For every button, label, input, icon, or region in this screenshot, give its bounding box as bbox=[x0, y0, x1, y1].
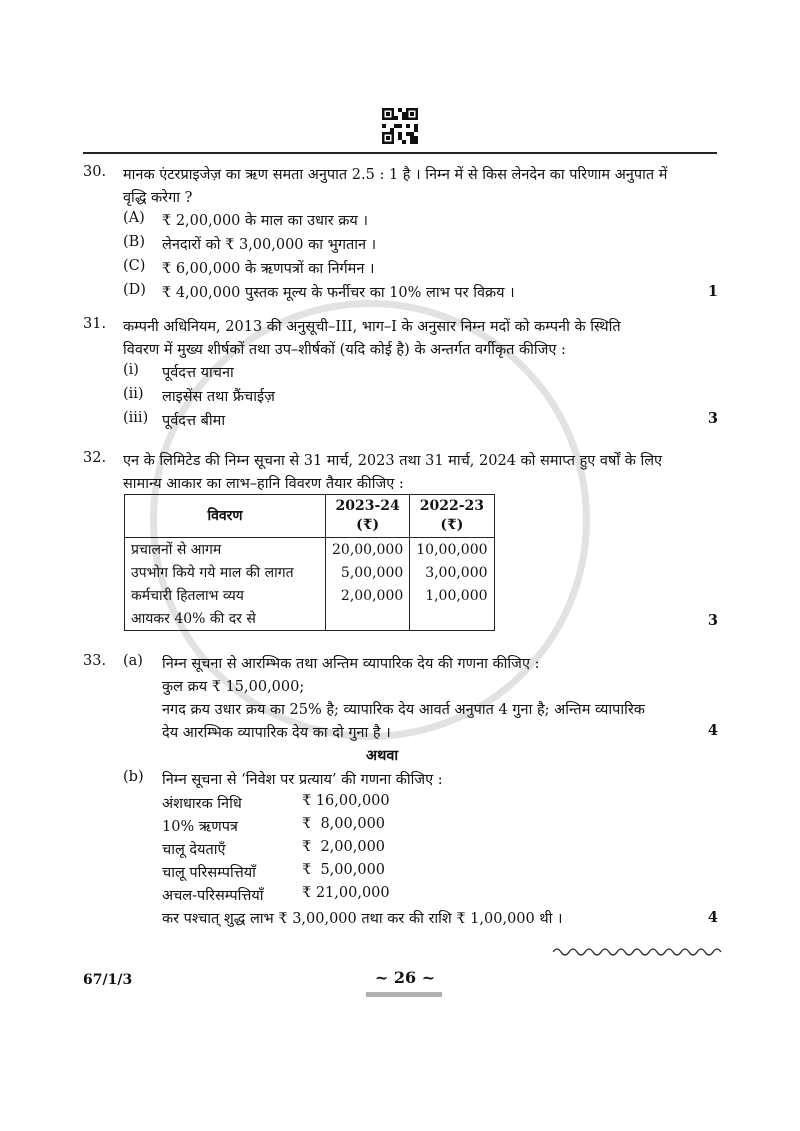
q31-number: 31. bbox=[83, 316, 107, 332]
q33-b-marks: 4 bbox=[707, 909, 718, 926]
table-row bbox=[125, 607, 495, 631]
q30-line2: वृद्धि करेगा ? bbox=[123, 190, 193, 206]
table-header-year1-unit: (₹) bbox=[356, 517, 380, 533]
q33-b-item-label: अंशधारक निधि bbox=[162, 796, 242, 812]
q33-a-label: (a) bbox=[123, 653, 143, 669]
table-cell-label: प्रचालनों से आगम bbox=[125, 538, 326, 562]
table-row bbox=[125, 584, 495, 607]
table-cell-label: कर्मचारी हितलाभ व्यय bbox=[125, 584, 326, 607]
q33-b-item-value: ₹ 16,00,000 bbox=[302, 793, 390, 809]
q31-item-iii-label: (iii) bbox=[123, 410, 149, 426]
q31-line2: विवरण में मुख्य शीर्षकों तथा उप–शीर्षकों (यदि कोई है) के अन्तर्गत वर्गीकृत कीजिए : bbox=[123, 342, 566, 358]
table-header-particulars: विवरण bbox=[125, 495, 326, 538]
q33-b-item-label: 10% ऋणपत्र bbox=[162, 819, 238, 835]
q32-line1: एन के लिमिटेड की निम्न सूचना से 31 मार्च, 2023 तथा 31 मार्च, 2024 को समाप्त हुए वर्षों के लिए bbox=[123, 453, 663, 469]
q33-b-label: (b) bbox=[123, 769, 144, 785]
end-wavy-line bbox=[553, 945, 723, 959]
q32-table bbox=[124, 494, 495, 631]
q31-item-ii: लाइसेंस तथा फ्रैंचाईज़ bbox=[162, 389, 275, 405]
q33-b-line1: निम्न सूचना से ‘निवेश पर प्रत्याय’ की गणना कीजिए : bbox=[162, 772, 443, 788]
table-cell-y2: 3,00,000 bbox=[410, 561, 494, 584]
q31-item-i: पूर्वदत्त याचना bbox=[162, 365, 234, 381]
q33-b-item-value: ₹ 8,00,000 bbox=[302, 816, 386, 832]
q32-marks: 3 bbox=[707, 612, 718, 629]
q30-option-b: लेनदारों को ₹ 3,00,000 का भुगतान । bbox=[162, 237, 377, 253]
table-cell-y2 bbox=[410, 607, 494, 631]
q33-b-last-line: कर पश्चात् शुद्ध लाभ ₹ 3,00,000 तथा कर की राशि ₹ 1,00,000 थी । bbox=[162, 911, 563, 927]
q30-option-c-label: (C) bbox=[123, 258, 146, 274]
table-cell-label: उपभोग किये गये माल की लागत bbox=[125, 561, 326, 584]
q33-a-line4: देय आरम्भिक व्यापारिक देय का दो गुना है । bbox=[162, 725, 391, 741]
page-number-bar bbox=[366, 992, 442, 997]
q32-number: 32. bbox=[83, 450, 107, 466]
q33-b-item-label: अचल-परिसम्पत्तियाँ bbox=[162, 888, 264, 904]
q30-option-a: ₹ 2,00,000 के माल का उधार क्रय । bbox=[162, 213, 368, 229]
table-header-year2 bbox=[410, 495, 494, 538]
q30-option-c: ₹ 6,00,000 के ऋणपत्रों का निर्गमन । bbox=[162, 261, 375, 277]
table-cell-y1: 5,00,000 bbox=[326, 561, 410, 584]
q31-marks: 3 bbox=[707, 410, 718, 427]
q33-a-line2: कुल क्रय ₹ 15,00,000; bbox=[162, 679, 305, 695]
table-cell-y2: 10,00,000 bbox=[410, 538, 494, 562]
table-cell-label: आयकर 40% की दर से bbox=[125, 607, 326, 631]
paper-code: 67/1/3 bbox=[83, 972, 133, 988]
q30-number: 30. bbox=[83, 164, 107, 180]
table-row bbox=[125, 561, 495, 584]
q31-line1: कम्पनी अधिनियम, 2013 की अनुसूची–III, भाग–I के अनुसार निम्न मदों को कम्पनी के स्थिति bbox=[123, 319, 621, 335]
q33-a-line1: निम्न सूचना से आरम्भिक तथा अन्तिम व्यापारिक देय की गणना कीजिए : bbox=[162, 656, 540, 672]
q30-option-d-label: (D) bbox=[123, 282, 146, 298]
table-header-year1-label: 2023-24 bbox=[335, 498, 400, 514]
q30-option-a-label: (A) bbox=[123, 210, 145, 226]
table-row bbox=[125, 538, 495, 562]
q33-b-item-value: ₹ 21,00,000 bbox=[302, 885, 390, 901]
table-cell-y1: 2,00,000 bbox=[326, 584, 410, 607]
q31-item-iii: पूर्वदत्त बीमा bbox=[162, 413, 226, 429]
q30-option-b-label: (B) bbox=[123, 234, 145, 250]
q31-item-ii-label: (ii) bbox=[123, 386, 144, 402]
table-header-row bbox=[125, 495, 495, 538]
q33-b-item-label: चालू देयताएँ bbox=[162, 842, 226, 858]
q30-marks: 1 bbox=[707, 283, 718, 300]
q30-line1: मानक एंटरप्राइजेज़ का ऋण समता अनुपात 2.5 : 1 है । निम्न में से किस लेनदेन का परिणाम अनुपात में bbox=[123, 167, 668, 183]
q33-a-marks: 4 bbox=[707, 722, 718, 739]
q33-number: 33. bbox=[83, 653, 107, 669]
table-cell-y1 bbox=[326, 607, 410, 631]
header-rule bbox=[83, 152, 717, 154]
qr-code-icon bbox=[382, 108, 418, 144]
page-number: ~ 26 ~ bbox=[374, 968, 436, 987]
table-cell-y1: 20,00,000 bbox=[326, 538, 410, 562]
table-cell-y2: 1,00,000 bbox=[410, 584, 494, 607]
q31-item-i-label: (i) bbox=[123, 362, 139, 378]
table-header-year2-label: 2022-23 bbox=[419, 498, 485, 514]
q30-option-d: ₹ 4,00,000 पुस्तक मूल्य के फर्नीचर का 10% लाभ पर विक्रय । bbox=[162, 285, 515, 301]
q32-line2: सामान्य आकार का लाभ–हानि विवरण तैयार कीजिए : bbox=[123, 476, 404, 492]
q33-b-item-value: ₹ 5,00,000 bbox=[302, 862, 386, 878]
q33-b-item-value: ₹ 2,00,000 bbox=[302, 839, 386, 855]
table-header-year1 bbox=[326, 495, 410, 538]
q33-b-item-label: चालू परिसम्पत्तियाँ bbox=[162, 865, 256, 881]
or-separator: अथवा bbox=[366, 747, 399, 764]
q33-a-line3: नगद क्रय उधार क्रय का 25% है; व्यापारिक देय आवर्त अनुपात 4 गुना है; अन्तिम व्यापारिक bbox=[162, 702, 645, 718]
table-header-year2-unit: (₹) bbox=[440, 517, 464, 533]
